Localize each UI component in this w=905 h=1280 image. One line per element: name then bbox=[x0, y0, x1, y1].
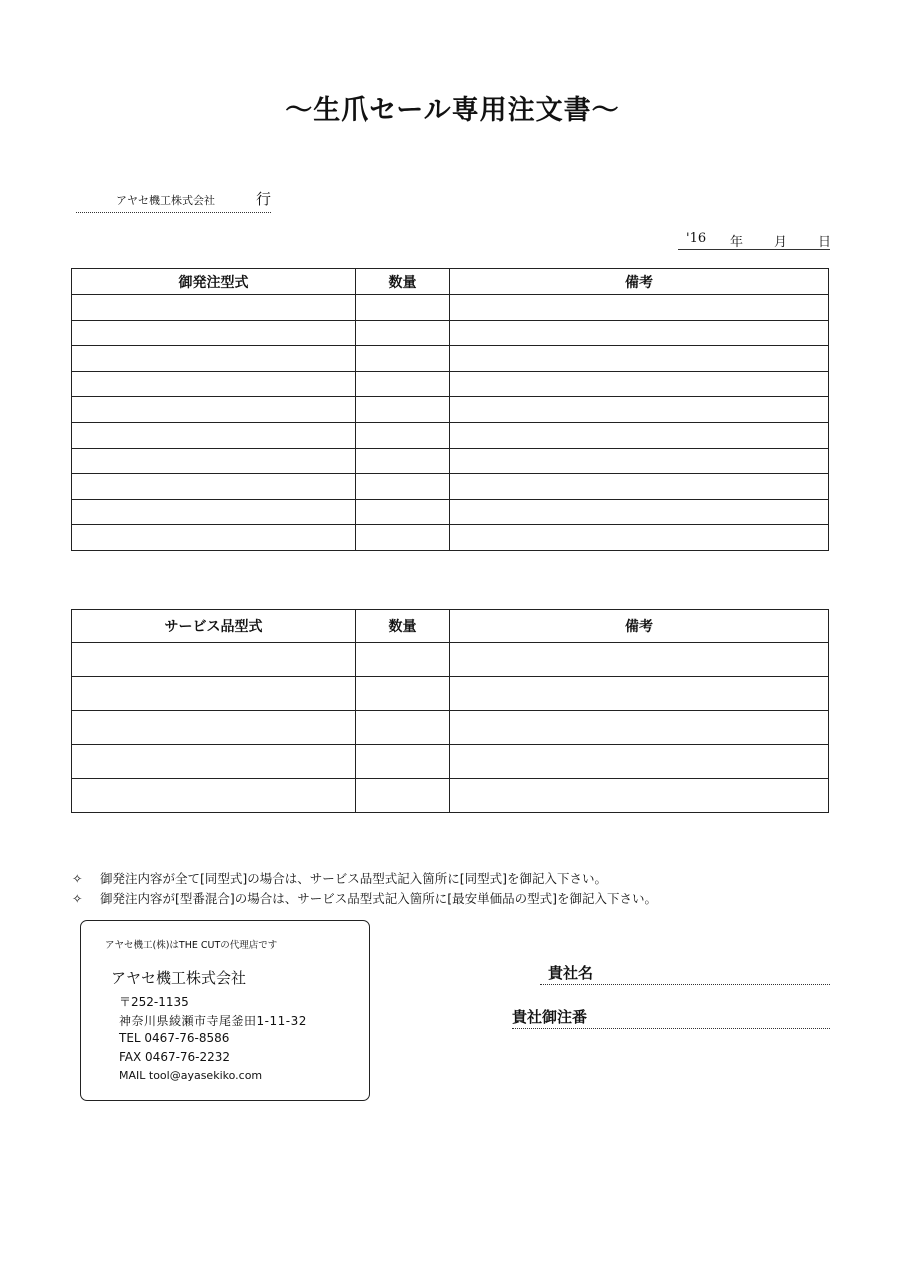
order-model-cell[interactable] bbox=[72, 422, 356, 448]
agent-address: 神奈川県綾瀬市寺尾釜田1-11-32 bbox=[119, 1014, 307, 1028]
table-row bbox=[72, 346, 829, 372]
sparkle-icon: ✧ bbox=[72, 891, 83, 906]
order-model-cell[interactable] bbox=[72, 525, 356, 551]
service-qty-cell[interactable] bbox=[356, 677, 450, 711]
order-qty-cell[interactable] bbox=[356, 397, 450, 423]
service-remarks-cell[interactable] bbox=[450, 745, 829, 779]
table-row bbox=[72, 643, 829, 677]
table-row bbox=[72, 711, 829, 745]
service-model-cell[interactable] bbox=[72, 643, 356, 677]
table-row bbox=[72, 677, 829, 711]
order-remarks-cell[interactable] bbox=[450, 422, 829, 448]
table-row bbox=[72, 422, 829, 448]
table-row bbox=[72, 448, 829, 474]
order-model-cell[interactable] bbox=[72, 346, 356, 372]
order-table-header bbox=[72, 269, 829, 295]
order-qty-cell[interactable] bbox=[356, 295, 450, 321]
order-remarks-cell[interactable] bbox=[450, 499, 829, 525]
table-row bbox=[72, 499, 829, 525]
agent-email: MAIL tool@ayasekiko.com bbox=[119, 1069, 263, 1082]
table-row bbox=[72, 474, 829, 500]
agent-notice: アヤセ機工(株)はTHE CUTの代理店です bbox=[105, 940, 278, 951]
agent-fax: FAX 0467-76-2232 bbox=[119, 1050, 231, 1064]
note-text: 御発注内容が[型番混合]の場合は、サービス品型式記入箇所に[最安単価品の型式]を御記入下さい。 bbox=[100, 891, 658, 906]
sparkle-icon: ✧ bbox=[72, 871, 83, 886]
order-remarks-cell[interactable] bbox=[450, 371, 829, 397]
order-qty-cell[interactable] bbox=[356, 346, 450, 372]
service-model-cell[interactable] bbox=[72, 779, 356, 813]
service-qty-cell[interactable] bbox=[356, 745, 450, 779]
service-qty-cell[interactable] bbox=[356, 643, 450, 677]
note-mixed-model bbox=[72, 889, 657, 907]
order-number-label: 貴社御注番 bbox=[512, 1008, 588, 1026]
table-row bbox=[72, 745, 829, 779]
order-remarks-cell[interactable] bbox=[450, 448, 829, 474]
service-remarks-cell[interactable] bbox=[450, 677, 829, 711]
addressee-suffix: 行 bbox=[256, 190, 272, 208]
service-model-cell[interactable] bbox=[72, 745, 356, 779]
order-qty-cell[interactable] bbox=[356, 371, 450, 397]
table-row bbox=[72, 525, 829, 551]
table-row bbox=[72, 320, 829, 346]
order-remarks-cell[interactable] bbox=[450, 525, 829, 551]
table-row bbox=[72, 371, 829, 397]
order-qty-cell[interactable] bbox=[356, 448, 450, 474]
service-remarks-cell[interactable] bbox=[450, 643, 829, 677]
order-model-cell[interactable] bbox=[72, 397, 356, 423]
date-month-unit: 月 bbox=[774, 235, 788, 250]
order-table bbox=[71, 268, 829, 551]
date-year-unit: 年 bbox=[730, 235, 744, 250]
order-header-remarks: 備考 bbox=[450, 269, 829, 295]
note-text: 御発注内容が全て[同型式]の場合は、サービス品型式記入箇所に[同型式]を御記入下さい。 bbox=[100, 871, 608, 886]
service-header-model: サービス品型式 bbox=[72, 610, 356, 643]
service-remarks-cell[interactable] bbox=[450, 779, 829, 813]
order-header-model: 御発注型式 bbox=[72, 269, 356, 295]
date-year: '16 bbox=[686, 231, 707, 246]
service-header-remarks: 備考 bbox=[450, 610, 829, 643]
order-model-cell[interactable] bbox=[72, 499, 356, 525]
order-remarks-cell[interactable] bbox=[450, 474, 829, 500]
date-line[interactable] bbox=[678, 231, 830, 250]
order-model-cell[interactable] bbox=[72, 474, 356, 500]
service-qty-cell[interactable] bbox=[356, 711, 450, 745]
service-table-header bbox=[72, 610, 829, 643]
addressee-line bbox=[76, 190, 271, 213]
addressee-name: アヤセ機工株式会社 bbox=[116, 194, 215, 207]
order-qty-cell[interactable] bbox=[356, 422, 450, 448]
order-qty-cell[interactable] bbox=[356, 474, 450, 500]
note-same-model bbox=[72, 869, 607, 887]
service-remarks-cell[interactable] bbox=[450, 711, 829, 745]
order-remarks-cell[interactable] bbox=[450, 320, 829, 346]
page-title: ～生爪セール専用注文書～ bbox=[285, 95, 620, 126]
company-name-field[interactable] bbox=[540, 962, 830, 985]
service-qty-cell[interactable] bbox=[356, 779, 450, 813]
table-row bbox=[72, 295, 829, 321]
order-qty-cell[interactable] bbox=[356, 320, 450, 346]
order-qty-cell[interactable] bbox=[356, 525, 450, 551]
order-model-cell[interactable] bbox=[72, 448, 356, 474]
order-qty-cell[interactable] bbox=[356, 499, 450, 525]
service-model-cell[interactable] bbox=[72, 677, 356, 711]
agent-company: アヤセ機工株式会社 bbox=[111, 969, 247, 987]
agent-tel: TEL 0467-76-8586 bbox=[119, 1031, 230, 1045]
order-number-field[interactable] bbox=[512, 1006, 830, 1029]
order-header-qty: 数量 bbox=[356, 269, 450, 295]
agent-postal-code: 〒252-1135 bbox=[119, 995, 189, 1009]
order-model-cell[interactable] bbox=[72, 295, 356, 321]
service-table bbox=[71, 609, 829, 813]
order-remarks-cell[interactable] bbox=[450, 295, 829, 321]
order-remarks-cell[interactable] bbox=[450, 346, 829, 372]
table-row bbox=[72, 397, 829, 423]
agent-info-box bbox=[80, 920, 370, 1101]
order-model-cell[interactable] bbox=[72, 371, 356, 397]
order-remarks-cell[interactable] bbox=[450, 397, 829, 423]
service-model-cell[interactable] bbox=[72, 711, 356, 745]
company-name-label: 貴社名 bbox=[548, 964, 594, 982]
date-day-unit: 日 bbox=[818, 235, 832, 250]
service-header-qty: 数量 bbox=[356, 610, 450, 643]
order-model-cell[interactable] bbox=[72, 320, 356, 346]
table-row bbox=[72, 779, 829, 813]
